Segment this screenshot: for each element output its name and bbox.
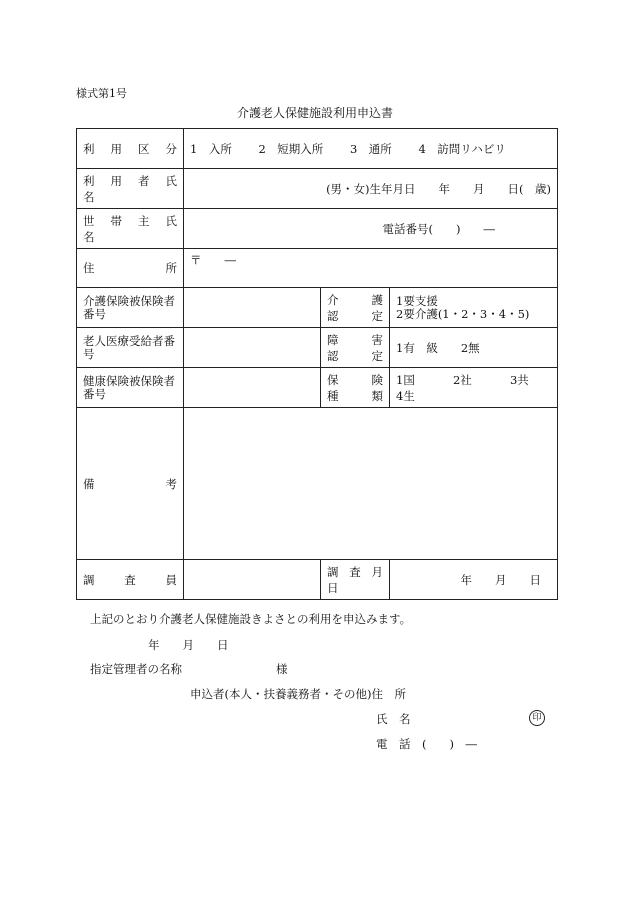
application-table [76, 128, 558, 600]
health-insurance-label: 健康保険被保険者番号 [77, 368, 184, 408]
insurance-type-3[interactable]: 3共 [509, 372, 529, 387]
row-address [77, 249, 558, 288]
care-cert-label: 介 護 認 定 [321, 288, 390, 328]
remarks-label: 備 考 [77, 408, 184, 560]
user-name-label: 利 用 者 氏 名 [77, 169, 184, 209]
application-statement: 上記のとおり介護老人保健施設きよさとの利用を申込みます。 [90, 612, 412, 626]
manager-name-label: 指定管理者の名称 [90, 662, 182, 676]
applicant-address-label: 申込者(本人・扶養義務者・その他)住 所 [190, 687, 406, 701]
health-insurance-number-field[interactable] [184, 368, 321, 408]
form-number: 様式第1号 [76, 87, 127, 100]
address-label: 住 所 [77, 249, 184, 288]
disability-cert-label: 障 害 認 定 [321, 328, 390, 368]
remarks-field[interactable] [184, 408, 558, 560]
insurance-type-4[interactable]: 4生 [396, 388, 415, 403]
seal-mark [529, 709, 545, 726]
phone-number-label: 電話番号( ) ― [382, 221, 496, 236]
usage-option-1[interactable]: 1 入所 [190, 141, 232, 156]
household-head-field[interactable] [184, 209, 558, 249]
survey-date-text: 年 月 日 [460, 572, 542, 587]
row-health-insurance [77, 368, 558, 408]
seal-icon: 印 [529, 710, 545, 726]
row-care-insurance [77, 288, 558, 328]
postal-code-mark: 〒 ― [190, 253, 236, 267]
care-insurance-label: 介護保険被保険者番号 [77, 288, 184, 328]
investigator-field[interactable] [184, 560, 321, 600]
insurance-type-options[interactable] [390, 368, 558, 408]
application-date[interactable]: 年 月 日 [148, 638, 229, 652]
usage-type-options[interactable] [184, 129, 558, 169]
usage-option-4[interactable]: 4 訪問リハビリ [418, 141, 506, 156]
insurance-type-1[interactable]: 1国 [396, 372, 415, 387]
row-usage-type [77, 129, 558, 169]
address-field[interactable] [184, 249, 558, 288]
care-cert-support: 1要支援 [396, 293, 438, 308]
household-head-label: 世 帯 主 氏 名 [77, 209, 184, 249]
insurance-type-label: 保 険 種 類 [321, 368, 390, 408]
applicant-name-label: 氏 名 [376, 712, 411, 726]
gender-dob-text: (男・女)生年月日 年 月 日( 歳) [326, 181, 552, 196]
usage-type-label: 利 用 区 分 [77, 129, 184, 169]
page-title: 介護老人保健施設利用申込書 [236, 106, 393, 120]
user-name-field[interactable] [184, 169, 558, 209]
usage-option-3[interactable]: 3 通所 [349, 141, 392, 156]
row-user-name [77, 169, 558, 209]
elderly-medical-number-field[interactable] [184, 328, 321, 368]
care-cert-options[interactable] [390, 288, 558, 328]
row-remarks [77, 408, 558, 560]
care-insurance-number-field[interactable] [184, 288, 321, 328]
row-investigator [77, 560, 558, 600]
row-elderly-medical [77, 328, 558, 368]
applicant-phone-label: 電 話 ( ) ― [376, 737, 477, 751]
sama-suffix: 様 [276, 662, 288, 676]
disability-cert-options[interactable]: 1有 級 2無 [390, 328, 558, 368]
elderly-medical-label: 老人医療受給者番号 [77, 328, 184, 368]
survey-date-field[interactable] [390, 560, 558, 600]
survey-date-label: 調 査 月 日 [321, 560, 390, 600]
usage-option-2[interactable]: 2 短期入所 [258, 141, 324, 156]
investigator-label: 調 査 員 [77, 560, 184, 600]
care-cert-levels: 2要介護(1・2・3・4・5) [396, 306, 530, 321]
insurance-type-2[interactable]: 2社 [452, 372, 472, 387]
row-household-head [77, 209, 558, 249]
